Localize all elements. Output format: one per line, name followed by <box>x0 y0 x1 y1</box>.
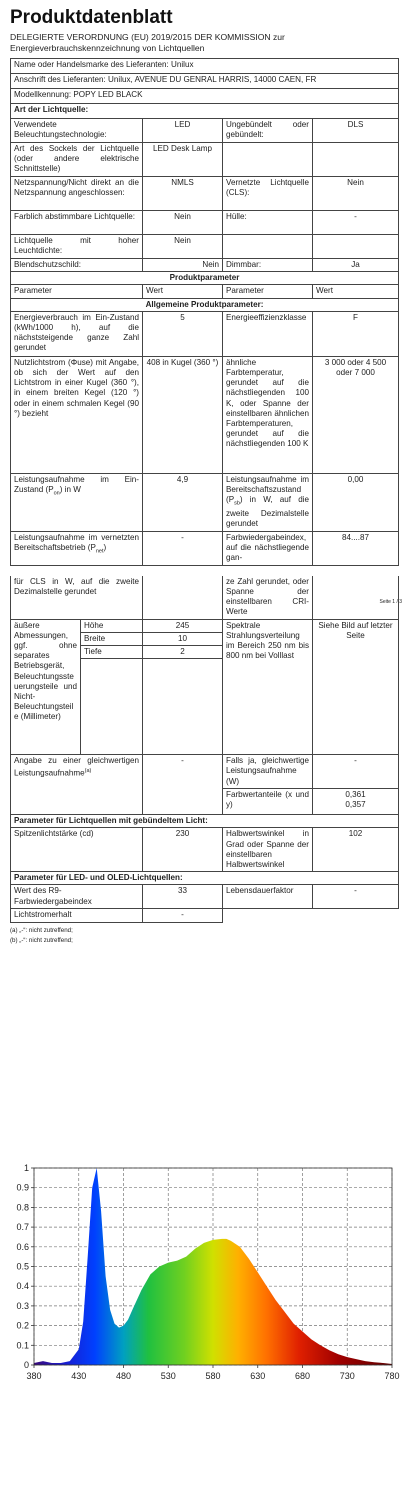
pon-label-sub: on <box>53 490 60 497</box>
supplier-address-cell <box>11 74 399 89</box>
energy-value: 5 <box>143 311 223 356</box>
lst-value: NMLS <box>143 177 223 211</box>
survival-factor-label: Lebensdauerfaktor <box>223 885 313 909</box>
lst-value: Nein <box>143 235 223 259</box>
cri-label: Farbwiedergabeindex, auf die nächstliegende gan- <box>223 531 313 565</box>
supplier-address-label: Anschrift des Lieferanten: <box>14 75 106 84</box>
supplier-name-cell <box>11 59 399 74</box>
lst-value: Nein <box>313 177 399 211</box>
supplier-name-value: Unilux <box>171 60 194 69</box>
pon-label-unit: ) in W <box>59 485 81 495</box>
spectrum-area <box>34 1168 392 1365</box>
chromaticity-value <box>313 789 399 815</box>
pnet-label-sub: net <box>95 548 104 555</box>
y-tick-labels <box>16 1163 34 1370</box>
x-tick-label: 780 <box>384 1371 400 1381</box>
energy-label: Energieverbrauch im Ein-Zustand (kWh/1000 h), auf die nächststeigende ganze Zahl gerundet <box>11 311 143 356</box>
footnote-b: (b) „-“: nicht zutreffend; <box>10 936 73 944</box>
datasheet-table-page1 <box>10 58 399 566</box>
y-tick-label: 0.1 <box>16 1340 29 1351</box>
psb-label-text: Leistungsaufnahme im Bereitschaftszustand (P <box>226 474 309 505</box>
depth-value: 2 <box>143 646 223 659</box>
x-tick-label: 480 <box>115 1371 132 1381</box>
dimensions-empty <box>81 659 143 755</box>
lst-value: Ja <box>313 259 399 272</box>
equiv-power-w-label: Falls ja, gleichwertige Leistungsaufnahme (W) <box>223 755 313 789</box>
lst-value <box>313 143 399 177</box>
spectral-chart-svg <box>0 1162 408 1392</box>
x-tick-label: 680 <box>294 1371 311 1381</box>
lst-label: Art des Sockels der Lichtquelle (oder andere elektrische Schnittstelle) <box>11 143 143 177</box>
lst-label <box>223 143 313 177</box>
height-label: Höhe <box>81 619 143 632</box>
x-tick-labels <box>26 1365 399 1381</box>
lst-label: Vernetzte Lichtquelle (CLS): <box>223 177 313 211</box>
cri-value: 84....87 <box>313 531 399 565</box>
chromaticity-label: Farbwertanteile (x und y) <box>223 789 313 815</box>
lst-label: Netzspannung/Nicht direkt an die Netzspannung angeschlossen: <box>11 177 143 211</box>
lst-value: Nein <box>143 211 223 235</box>
page-title: Produktdatenblatt <box>10 7 173 28</box>
efficiency-label: Energieeffizienzklasse <box>223 311 313 356</box>
y-tick-label: 0.6 <box>16 1241 29 1252</box>
col-header-param: Parameter <box>223 285 313 298</box>
lst-value: - <box>313 211 399 235</box>
beam-angle-label: Halbwertswinkel in Grad oder Spanne der einstellbaren Halbwertswinkel <box>223 828 313 872</box>
flux-label: Nutzlichtstrom (Φuse) mit Angabe, ob sich der Wert auf den Lichtstrom in einer Kugel (360 °), in einem breiten Kegel (120 °) oder in einem schmalen Kegel (90 °) bezieht <box>11 356 143 473</box>
footnote-a: (a) „-“: nicht zutreffend; <box>10 926 73 934</box>
lst-label <box>223 235 313 259</box>
dimensions-empty <box>143 659 223 755</box>
general-params-heading: Allgemeine Produktparameter: <box>11 298 399 311</box>
equiv-power-label <box>11 755 143 815</box>
equiv-power-label-text: Angabe zu einer gleichwertigen Leistungsaufnahme <box>14 756 139 779</box>
spectral-value: Siehe Bild auf letzter Seite <box>313 619 399 755</box>
psb-label <box>223 473 313 531</box>
page-number: Seite 1 / 3 <box>379 599 402 605</box>
efficiency-value: F <box>313 311 399 356</box>
lst-label: Lichtquelle mit hoher Leuchtdichte: <box>11 235 143 259</box>
lst-value: LED <box>143 119 223 143</box>
lst-label: Hülle: <box>223 211 313 235</box>
chromaticity-x: 0,361 <box>345 790 366 800</box>
r9-label: Wert des R9-Farbwiedergabeindex <box>11 885 143 909</box>
model-label: Modellkennung: <box>14 90 72 99</box>
y-tick-label: 0 <box>23 1360 29 1370</box>
lst-value: LED Desk Lamp <box>143 143 223 177</box>
peak-intensity-value: 230 <box>143 828 223 872</box>
pnet-value: - <box>143 531 223 565</box>
pon-label-text: Leistungsaufnahme im Ein-Zustand (P <box>14 474 139 495</box>
chromaticity-y: 0,357 <box>345 800 366 810</box>
x-tick-label: 630 <box>250 1371 266 1381</box>
empty-cell <box>223 909 313 922</box>
y-tick-label: 1 <box>23 1163 29 1173</box>
flux-value: 408 in Kugel (360 °) <box>143 356 223 473</box>
equiv-power-w-value: - <box>313 755 399 789</box>
height-value: 245 <box>143 619 223 632</box>
supplier-name-label: Name oder Handelsmarke des Lieferanten: <box>14 60 169 69</box>
lst-value: DLS <box>313 119 399 143</box>
depth-label: Tiefe <box>81 646 143 659</box>
beam-angle-value: 102 <box>313 828 399 872</box>
lst-label: Blendschutzschild: <box>11 259 143 272</box>
lst-label: Dimmbar: <box>223 259 313 272</box>
x-tick-label: 730 <box>339 1371 355 1381</box>
model-value: POPY LED BLACK <box>73 90 143 99</box>
spectral-distribution-chart <box>0 1162 408 1392</box>
lumen-maintenance-value: - <box>143 909 223 922</box>
survival-factor-value: - <box>313 885 399 909</box>
spectral-label: Spektrale Strahlungsverteilung im Bereich 250 nm bis 800 nm bei Volllast <box>223 619 313 755</box>
y-tick-label: 0.7 <box>16 1222 29 1233</box>
psb-label-sub: sb <box>234 500 240 507</box>
supplier-address-value: Unilux, AVENUE DU GENRAL HARRIS, 14000 CAEN, FR <box>108 75 317 84</box>
lst-value <box>313 235 399 259</box>
col-header-value: Wert <box>313 285 399 298</box>
light-source-type-heading: Art der Lichtquelle: <box>11 104 399 119</box>
footnote-ref-a: (a) <box>84 768 92 775</box>
width-value: 10 <box>143 632 223 645</box>
y-tick-label: 0.8 <box>16 1202 29 1213</box>
r9-value: 33 <box>143 885 223 909</box>
pnet-label-text: Leistungsaufnahme im vernetzten Bereitschaftsbetrieb (P <box>14 532 139 553</box>
lst-label: Farblich abstimmbare Lichtquelle: <box>11 211 143 235</box>
col-header-value: Wert <box>143 285 223 298</box>
cct-label: ähnliche Farbtemperatur, gerundet auf die nächstliegenden 100 K, oder Spanne der einstellbaren ähnlichen Farbtemperaturen, gerundet auf die nächstliegenden 100 K <box>223 356 313 473</box>
x-tick-label: 430 <box>71 1371 87 1381</box>
footnotes <box>10 926 398 946</box>
directional-heading: Parameter für Lichtquellen mit gebündeltem Licht: <box>11 815 399 828</box>
model-cell <box>11 89 399 104</box>
pnet-label-continued: für CLS in W, auf die zweite Dezimalstelle gerundet <box>11 576 143 619</box>
cri-label-continued: ze Zahl gerundet, oder Spanne der einstellbaren CRI-Werte <box>223 576 313 619</box>
datasheet-table-page2 <box>10 576 399 923</box>
y-tick-label: 0.9 <box>16 1182 29 1193</box>
x-tick-label: 380 <box>26 1371 42 1381</box>
lst-label: Ungebündelt oder gebündelt: <box>223 119 313 143</box>
x-tick-label: 530 <box>160 1371 176 1381</box>
empty-cell <box>313 909 399 922</box>
product-params-heading: Produktparameter <box>11 272 399 285</box>
datasheet <box>10 6 398 946</box>
width-label: Breite <box>81 632 143 645</box>
pon-label <box>11 473 143 531</box>
psb-label-unit: ) in W, auf die zweite Dezimalstelle gerundet <box>226 495 309 529</box>
equiv-power-value: - <box>143 755 223 815</box>
lst-value: Nein <box>143 259 223 272</box>
y-tick-label: 0.5 <box>16 1261 29 1272</box>
lst-label: Verwendete Beleuchtungstechnologie: <box>11 119 143 143</box>
y-tick-label: 0.2 <box>16 1320 29 1331</box>
dimensions-label: äußere Abmessungen, ggf. ohne separates Betriebsgerät, Beleuchtungssteuerungsteile und Nicht-Beleuchtungsteile (Millimeter) <box>11 619 81 755</box>
y-tick-label: 0.4 <box>16 1281 29 1292</box>
regulation-subtitle: DELEGIERTE VERORDNUNG (EU) 2019/2015 DER KOMMISSION zur Energieverbrauchskennzeichnung von Lichtquellen <box>10 32 285 53</box>
peak-intensity-label: Spitzenlichtstärke (cd) <box>11 828 143 872</box>
pnet-label-close: ) <box>103 543 107 553</box>
lumen-maintenance-label: Lichtstromerhalt <box>11 909 143 922</box>
cri-value-continued <box>313 576 399 619</box>
y-tick-label: 0.3 <box>16 1300 29 1311</box>
cct-value: 3 000 oder 4 500 oder 7 000 <box>313 356 399 473</box>
led-heading: Parameter für LED- und OLED-Lichtquellen: <box>11 872 399 885</box>
pnet-value-continued <box>143 576 223 619</box>
pnet-label <box>11 531 143 565</box>
col-header-param: Parameter <box>11 285 143 298</box>
psb-value: 0,00 <box>313 473 399 531</box>
pon-value: 4,9 <box>143 473 223 531</box>
x-tick-label: 580 <box>205 1371 221 1381</box>
